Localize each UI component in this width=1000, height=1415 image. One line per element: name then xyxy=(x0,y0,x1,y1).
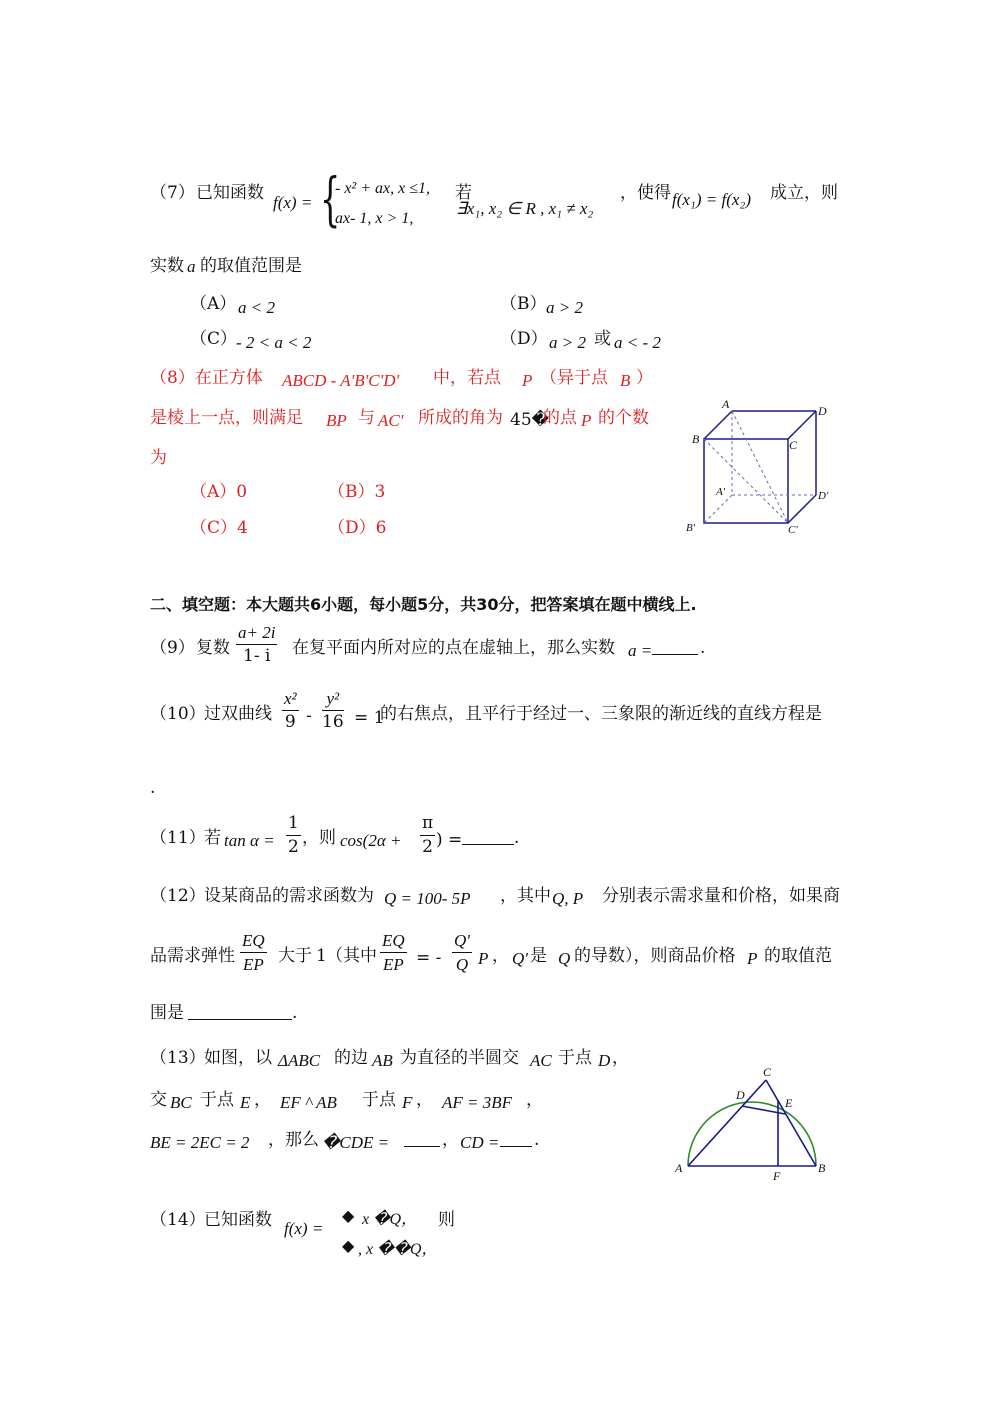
q12-qprime: Q' xyxy=(512,949,528,968)
q11-answer-blank xyxy=(462,830,514,849)
q12-func: Q = 100- 5P xyxy=(384,889,471,908)
q8-point-p: P xyxy=(522,371,533,390)
q13-blank-2 xyxy=(500,1132,532,1151)
q12-end: . xyxy=(292,1003,298,1023)
q8-line1-a: （8）在正方体 xyxy=(150,368,263,388)
q9-frac-num: a+ 2i xyxy=(236,624,277,645)
semicircle-figure xyxy=(672,1062,832,1184)
q13-end: . xyxy=(534,1130,540,1150)
q8-point-b: B xyxy=(620,371,631,390)
q13-bc: BC xyxy=(170,1093,192,1112)
q7-equation: f(x₁) = f(x₂) xyxy=(672,190,751,209)
q12-e-den: EP xyxy=(242,955,264,974)
q10-a: 过双曲线 xyxy=(204,704,272,724)
q12-c: 分别表示需求量和价格，如果商 xyxy=(602,886,840,906)
semicircle-label-E: E xyxy=(785,1096,793,1110)
q8-option-b: （B）3 xyxy=(328,482,386,502)
q12-line2-d: ， xyxy=(492,946,509,966)
q7-option-d-or: 或 xyxy=(594,329,611,349)
q8-line2-e: 的个数 xyxy=(598,408,649,428)
q13-d: 于点 xyxy=(558,1048,592,1068)
q12-q-den: Q xyxy=(455,955,469,974)
q13-line2-e: ， xyxy=(416,1090,433,1110)
q11-end: . xyxy=(514,828,520,848)
q11-fraction-pi xyxy=(418,815,437,856)
q8-line2-a: 是棱上一点，则满足 xyxy=(150,408,303,428)
q12-b: ，其中 xyxy=(500,886,551,906)
q13-b: 的边 xyxy=(334,1048,368,1068)
q7-number: （7） xyxy=(150,183,195,203)
q7-case-1: - x² + ax, x ≤1, xyxy=(335,180,431,197)
q8-line1-b: 中，若点 xyxy=(433,368,501,388)
q10-f2-num: y² xyxy=(322,690,344,711)
q9-a: 复数 xyxy=(196,638,230,658)
q8-option-a: （A）0 xyxy=(190,482,248,502)
q12-line2-b: 大于 xyxy=(278,946,312,966)
q12-line2-c: （其中 xyxy=(326,946,377,966)
q9-frac-den: 1- i xyxy=(243,646,271,666)
semicircle-label-A: A xyxy=(675,1161,683,1175)
cube-label-B1: B′ xyxy=(686,522,696,534)
q12-e2-den: EP xyxy=(382,955,404,974)
q13-line3-c: ， xyxy=(442,1130,459,1150)
semicircle-label-F: F xyxy=(773,1169,781,1183)
q12-qp: Q, P xyxy=(552,889,584,908)
q7-tail: 成立，则 xyxy=(770,183,838,203)
q12-p: P xyxy=(747,949,758,968)
q10-dot: . xyxy=(150,778,156,798)
q13-line2-d: 于点 xyxy=(362,1090,396,1110)
q8-option-d: （D）6 xyxy=(328,518,387,538)
q12-line2-e: 是 xyxy=(530,946,547,966)
q13-comma: ， xyxy=(612,1048,629,1068)
q11-a: 若 xyxy=(204,828,221,848)
q8-ac: AC' xyxy=(378,411,404,430)
q7-line2-a: 实数 xyxy=(150,256,184,276)
q10-f1-num: x² xyxy=(282,690,299,711)
q7-option-b-label: （B） xyxy=(500,294,547,314)
semicircle-label-B: B xyxy=(818,1161,826,1175)
q13-line2-f: ， xyxy=(526,1090,543,1110)
q8-bp: BP xyxy=(326,411,347,430)
q12-e2-num: EQ xyxy=(380,932,407,953)
q13-f: F xyxy=(402,1093,413,1112)
q10-number: （10） xyxy=(150,704,206,724)
q14-b: 则 xyxy=(438,1210,455,1230)
q7-condition: ∃x₁, x₂ ∈ R , x₁ ≠ x₂ xyxy=(456,199,594,218)
q10-f2-den: 16 xyxy=(322,712,344,732)
q8-cube: ABCD - A'B'C'D' xyxy=(282,371,400,390)
q10-b: 的右焦点，且平行于经过一、三象限的渐近线的直线方程是 xyxy=(380,704,822,724)
cube-label-A: A xyxy=(722,397,730,411)
q10-eq: = 1 xyxy=(354,708,385,728)
q9-answer-blank xyxy=(652,640,698,659)
cube-label-C: C xyxy=(789,438,798,452)
q13-angle: �CDE = xyxy=(322,1133,390,1152)
q9-b: 在复平面内所对应的点在虚轴上，那么实数 xyxy=(292,638,615,658)
q13-ac: AC xyxy=(530,1051,552,1070)
q9-fraction xyxy=(234,624,279,665)
q12-number: （12） xyxy=(150,886,206,906)
q8-line2-b: 与 xyxy=(358,408,375,428)
q13-line2-a: 交 xyxy=(150,1090,167,1110)
q8-line3: 为 xyxy=(150,448,167,468)
q8-point-p2: P xyxy=(581,411,592,430)
q8-option-c: （C）4 xyxy=(190,518,248,538)
q7-option-d-text2: a < - 2 xyxy=(614,333,661,352)
q14-row-1-glyph: ◆ xyxy=(342,1206,355,1225)
q7-option-c-label: （C） xyxy=(190,329,238,349)
q11-number: （11） xyxy=(150,828,206,848)
cube-label-D: D xyxy=(818,404,827,418)
q7-fx: f(x) = xyxy=(273,193,313,212)
q8-line2-c: 所成的角为 xyxy=(418,408,503,428)
q12-eq-minus: = - xyxy=(416,948,442,968)
q12-q: Q xyxy=(558,949,571,968)
q11-close: ) = xyxy=(436,830,463,850)
q7-intro: 已知函数 xyxy=(196,183,264,203)
q10-fraction-2 xyxy=(320,690,346,731)
q12-line2-a: 品需求弹性 xyxy=(150,946,235,966)
q12-line2-g: 的取值范 xyxy=(764,946,832,966)
q13-af: AF = 3BF xyxy=(442,1093,513,1112)
q13-number: （13） xyxy=(150,1048,206,1068)
q12-answer-blank xyxy=(188,1005,292,1024)
q10-fraction-1 xyxy=(280,690,301,731)
cube-label-B: B xyxy=(692,432,700,446)
q7-option-b-text: a > 2 xyxy=(546,298,583,317)
q12-derivative-frac xyxy=(450,932,474,973)
semicircle-label-C: C xyxy=(763,1065,772,1079)
q13-e: E xyxy=(240,1093,251,1112)
q13-line3-a: BE = 2EC = 2 xyxy=(150,1133,250,1152)
q14-a: 已知函数 xyxy=(204,1210,272,1230)
cube-label-C1: C′ xyxy=(788,524,798,536)
q12-line2-f: 的导数），则商品价格 xyxy=(574,946,736,966)
q13-cd: CD = xyxy=(460,1133,500,1152)
q7-option-a-label: （A） xyxy=(190,294,237,314)
q7-line2-b: 的取值范围是 xyxy=(200,256,302,276)
cube-label-A1: A′ xyxy=(716,486,726,498)
semicircle-label-D: D xyxy=(736,1088,745,1102)
q12-line3: 围是 xyxy=(150,1003,184,1023)
q12-elasticity-frac-2 xyxy=(378,932,409,973)
q11-cos: cos(2α + xyxy=(340,831,402,850)
q12-elasticity-frac xyxy=(238,932,269,973)
q13-line2-b: 于点 xyxy=(200,1090,234,1110)
q12-one: 1 xyxy=(316,946,327,966)
q11-f-den: 2 xyxy=(288,837,299,857)
q8-angle: 45� xyxy=(510,410,550,430)
q11-pi-num: π xyxy=(420,815,435,836)
q7-case-2: ax- 1, x > 1, xyxy=(335,210,414,227)
q8-line2-d: 的点 xyxy=(543,408,577,428)
cube-figure xyxy=(680,395,840,540)
q9-end: . xyxy=(700,638,706,658)
q12-e-num: EQ xyxy=(240,932,267,953)
q7-mid: ，使得 xyxy=(620,183,671,203)
q13-ab: AB xyxy=(372,1051,393,1070)
q13-perp: EF ^ AB xyxy=(280,1093,337,1112)
q14-fx: f(x) = xyxy=(284,1219,324,1238)
q9-number: （9） xyxy=(150,638,195,658)
q13-triangle: ΔABC xyxy=(278,1051,321,1070)
q8-line1-c: （异于点 xyxy=(540,368,608,388)
q12-q-num: Q' xyxy=(452,932,472,953)
q7-option-d-text: a > 2 xyxy=(549,333,586,352)
q14-row-2: , x ��Q， xyxy=(358,1241,438,1258)
q12-a: 设某商品的需求函数为 xyxy=(204,886,374,906)
section-2-title: 二、填空题：本大题共6小题，每小题5分，共30分，把答案填在题中横线上. xyxy=(150,595,697,614)
q14-number: （14） xyxy=(150,1210,206,1230)
q7-option-c-text: - 2 < a < 2 xyxy=(236,333,312,352)
q13-a: 如图，以 xyxy=(204,1048,272,1068)
q9-var: a = xyxy=(628,641,653,660)
q7-cond-prefix: 若 xyxy=(455,183,472,203)
q10-minus: - xyxy=(306,706,312,726)
q11-pi-den: 2 xyxy=(422,837,433,857)
q11-tan: tan α = xyxy=(224,831,275,850)
q13-line3-b: ，那么 xyxy=(268,1130,319,1150)
q7-option-d-label: （D） xyxy=(500,329,548,349)
q7-line2-var: a xyxy=(187,257,196,276)
q13-c: 为直径的半圆交 xyxy=(400,1048,519,1068)
q14-row-2-glyph: ◆ xyxy=(342,1236,355,1255)
q13-blank-1 xyxy=(404,1132,440,1151)
q11-b: ，则 xyxy=(302,828,336,848)
q7-option-a-text: a < 2 xyxy=(238,298,275,317)
q11-fraction-half xyxy=(284,815,303,856)
q7-brace: { xyxy=(320,165,341,233)
q10-f1-den: 9 xyxy=(284,712,296,732)
q13-line2-c: ， xyxy=(254,1090,271,1110)
q13-point-d: D xyxy=(598,1051,611,1070)
q14-row-1: x �Q， xyxy=(362,1211,418,1228)
q11-f-num: 1 xyxy=(286,815,301,836)
cube-label-D1: D′ xyxy=(818,490,829,502)
q12-p-var: P xyxy=(478,949,489,968)
q8-line1-d: ） xyxy=(636,368,653,388)
